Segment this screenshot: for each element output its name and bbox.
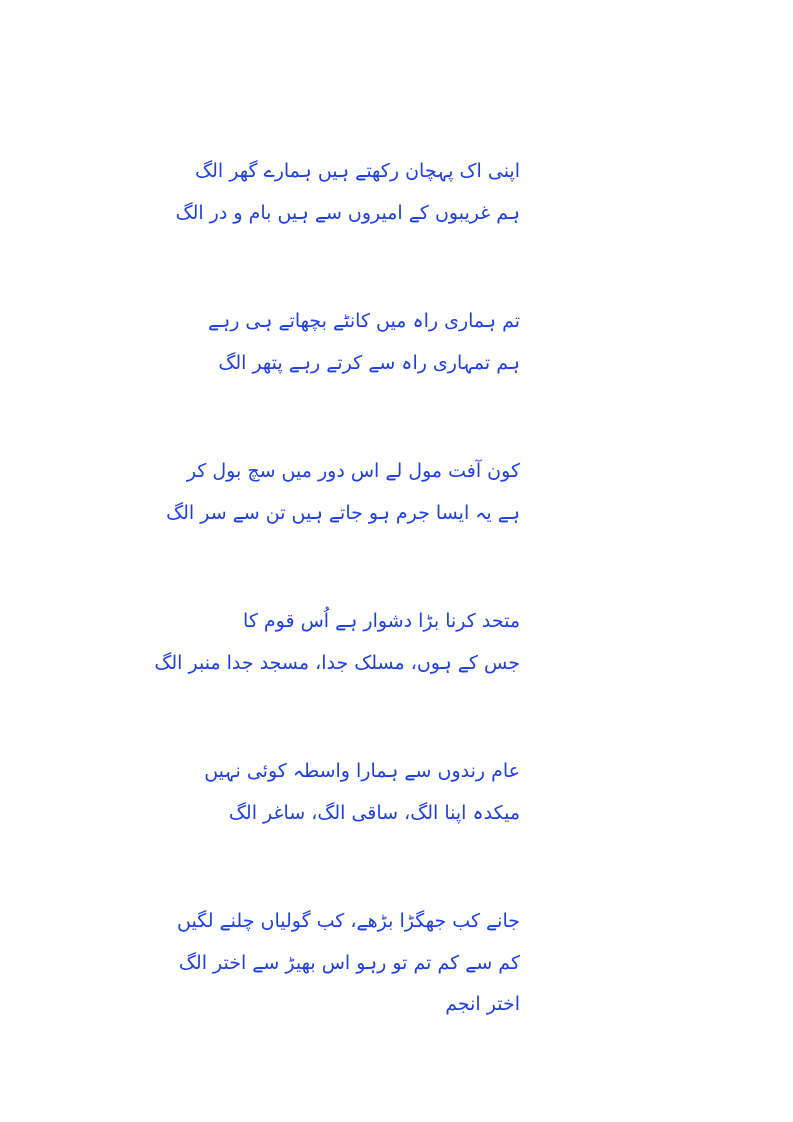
verse-line: کم سے کم تم تو رہو اس بھیڑ سے اختر الگ <box>178 952 520 974</box>
verse-line: تم ہماری راہ میں کانٹے بچھاتے ہی رہے <box>207 310 520 332</box>
stanza-1 <box>175 150 520 234</box>
verse-line: کون آفت مول لے اس دور میں سچ بول کر <box>186 460 520 482</box>
verse-line: ہے یہ ایسا جرم ہو جاتے ہیں تن سے سر الگ <box>166 502 520 524</box>
verse-line: میکدہ اپنا الگ، ساقی الگ، ساغر الگ <box>228 802 520 824</box>
verse-line: جانے کب جھگڑا بڑھے، کب گولیاں چلنے لگیں <box>177 910 520 932</box>
verse-line: متحد کرنا بڑا دشوار ہے اُس قوم کا <box>243 610 520 632</box>
verse-line: اپنی اک پہچان رکھتے ہیں ہمارے گھر الگ <box>195 160 520 182</box>
poet-name: اختر انجم <box>445 993 520 1015</box>
verse-line: ہم غریبوں کے امیروں سے ہیں بام و در الگ <box>175 202 520 224</box>
poem <box>154 150 520 1024</box>
verse-line: عام رندوں سے ہمارا واسطہ کوئی نہیں <box>204 760 520 782</box>
stanza-3 <box>166 450 520 534</box>
stanza-6 <box>177 900 520 1024</box>
verse-line: ہم تمہاری راہ سے کرتے رہے پتھر الگ <box>218 352 520 374</box>
stanza-4 <box>154 600 520 684</box>
stanza-2 <box>207 300 520 384</box>
verse-line: جس کے ہوں، مسلک جدا، مسجد جدا منبر الگ <box>154 652 520 674</box>
stanza-5 <box>204 750 520 834</box>
